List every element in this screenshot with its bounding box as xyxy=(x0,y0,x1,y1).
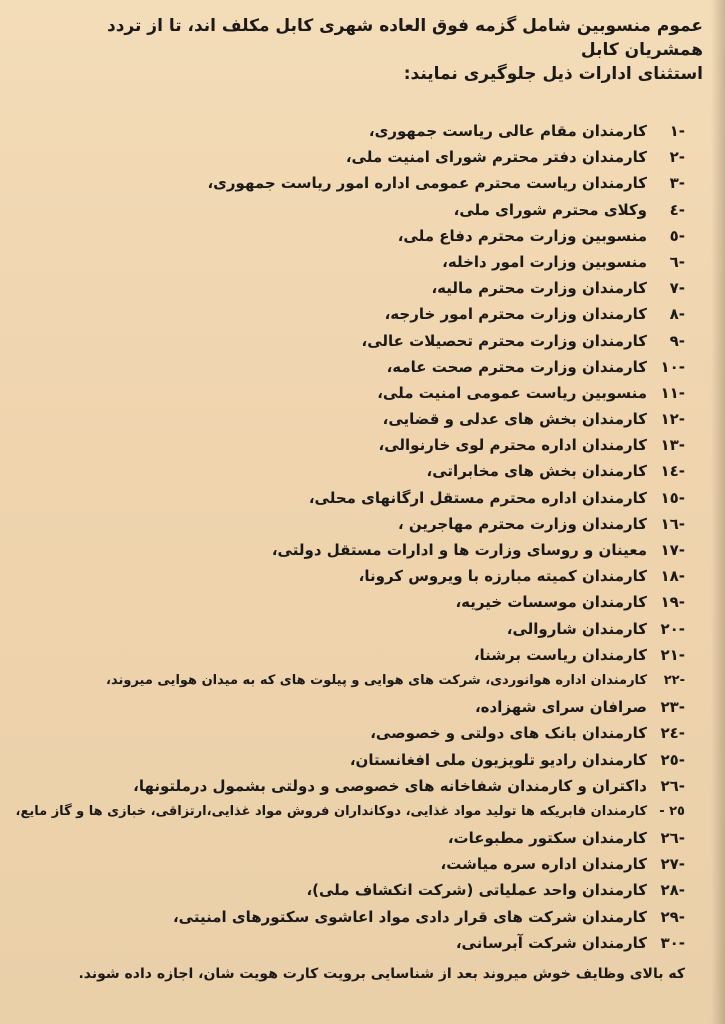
list-item-text: منسوبین وزارت امور داخله، xyxy=(442,252,647,271)
list-item-text: کارمندان واحد عملیاتی (شرکت انکشاف ملی)، xyxy=(306,881,647,900)
list-item-number: -١٠ xyxy=(660,357,685,376)
list-item-text: کارمندان شاروالی، xyxy=(506,619,647,638)
list-item-text: کارمندان وزارت محترم تحصیلات عالی، xyxy=(361,331,647,350)
list-item xyxy=(25,485,685,511)
list-item-text: کارمندان کمیته مبارزه با ویروس کرونا، xyxy=(358,567,647,586)
list-item-text: کارمندان بانک های دولتی و خصوصی، xyxy=(370,724,647,743)
list-item-text: کارمندان بخش های مخابراتی، xyxy=(426,462,647,481)
list-item xyxy=(25,275,685,301)
list-item xyxy=(25,773,685,799)
list-item xyxy=(25,223,685,249)
list-item xyxy=(15,799,685,825)
list-item xyxy=(25,197,685,223)
list-item-text: کارمندان اداره محترم مستقل ارگانهای محلی، xyxy=(308,488,647,507)
list-item-number: -١٢ xyxy=(660,410,685,429)
list-item-number: -٦ xyxy=(669,252,685,271)
list-item xyxy=(25,432,685,458)
list-item xyxy=(25,354,685,380)
list-item-text: کارمندان اداره سره میاشت، xyxy=(440,855,647,874)
list-item-number: -٢٩ xyxy=(660,907,685,926)
list-item-number: -١٨ xyxy=(660,567,685,586)
list-item-number: -٢ xyxy=(669,148,685,167)
list-item-number: -٢٦ xyxy=(660,776,685,795)
list-item xyxy=(25,458,685,484)
list-item-text: کارمندان دفتر محترم شورای امنیت ملی، xyxy=(345,148,647,167)
header-line-1: عموم منسوبین شامل گزمه فوق العاده شهری کابل مکلف اند، تا از تردد همشریان کابل xyxy=(106,16,703,60)
list-item-number: ٢٥ - xyxy=(659,803,685,819)
list-item-number: -٢١ xyxy=(660,645,685,664)
list-item xyxy=(25,589,685,615)
list-item xyxy=(25,249,685,275)
list-item-number: -١٣ xyxy=(660,436,685,455)
list-item-number: -٣ xyxy=(669,174,685,193)
document-header xyxy=(23,14,703,86)
list-item-number: -٩ xyxy=(669,331,685,350)
list-item xyxy=(25,851,685,877)
list-item xyxy=(25,668,685,694)
list-item-number: -٢٧ xyxy=(660,855,685,874)
list-item-number: -٢٨ xyxy=(660,881,685,900)
list-item xyxy=(25,694,685,720)
list-item-text: کارمندان موسسات خیریه، xyxy=(455,593,647,612)
list-item-text: کارمندان شرکت های قرار دادی مواد اعاشوی سکتورهای امنیتی، xyxy=(172,907,647,926)
list-item xyxy=(25,930,685,956)
list-item-number: -١ xyxy=(669,122,685,140)
list-item xyxy=(25,904,685,930)
list-item-text: کارمندان وزارت محترم صحت عامه، xyxy=(386,357,647,376)
list-item xyxy=(25,144,685,170)
list-item-text: کارمندان ریاست محترم عمومی اداره امور ریاست جمهوری، xyxy=(207,174,647,193)
list-item-number: -٢٣ xyxy=(660,698,685,717)
list-item-text: معینان و روسای وزارت ها و ادارات مستقل دولتی، xyxy=(271,541,647,559)
list-item xyxy=(25,563,685,589)
list-item-text: کارمندان وزارت محترم مهاجرین ، xyxy=(397,514,647,533)
list-item xyxy=(25,301,685,327)
list-item-number: -٨ xyxy=(669,305,685,324)
list-item-text: وکلای محترم شورای ملی، xyxy=(453,200,647,219)
list-item xyxy=(25,642,685,668)
list-item-number: -٢٢ xyxy=(663,672,685,688)
list-item-number: -٢٤ xyxy=(660,724,685,743)
list-item-text: کارمندان وزارت محترم مالیه، xyxy=(431,279,647,298)
list-item-text: کارمندان ریاست برشنا، xyxy=(473,645,647,664)
list-item xyxy=(25,537,685,563)
list-item xyxy=(25,616,685,642)
list-item-number: -١٧ xyxy=(660,541,685,559)
list-item xyxy=(25,170,685,196)
header-line-2: استثنای ادارات ذیل جلوگیری نمایند: xyxy=(403,64,703,84)
list-item-number: -٢٦ xyxy=(660,829,685,848)
list-item-text: کارمندان بخش های عدلی و قضایی، xyxy=(382,410,647,429)
list-item-text: منسوبین ریاست عمومی امنیت ملی، xyxy=(377,383,647,402)
list-item xyxy=(25,720,685,746)
list-item-text: داکتران و کارمندان شفاخانه های خصوصی و دولتی بشمول درملتونها، xyxy=(133,776,647,795)
list-item-number: -٣٠ xyxy=(660,933,685,952)
list-item-text: کارمندان رادیو تلویزیون ملی افغانستان، xyxy=(349,750,647,769)
exemption-list xyxy=(15,118,685,956)
list-item xyxy=(25,747,685,773)
list-item-text: صرافان سرای شهزاده، xyxy=(474,698,647,717)
list-item xyxy=(25,118,685,144)
list-item-number: -١٦ xyxy=(660,514,685,533)
list-item-number: -٢٠ xyxy=(660,619,685,638)
list-item-text: کارمندان شرکت آبرسانی، xyxy=(455,933,647,952)
list-item xyxy=(25,511,685,537)
list-item-number: -٥ xyxy=(669,226,685,245)
list-item-number: -٧ xyxy=(669,279,685,298)
document-footer: که بالای وظایف خوش میروند بعد از شناسایی برویت کارت هویت شان، اجازه داده شوند. xyxy=(78,966,685,982)
list-item xyxy=(25,380,685,406)
list-item xyxy=(25,825,685,851)
list-item-text: منسوبین وزارت محترم دفاع ملی، xyxy=(397,226,647,245)
list-item-text: کارمندان وزارت محترم امور خارجه، xyxy=(384,305,647,324)
list-item-number: -٢٥ xyxy=(660,750,685,769)
list-item-text: کارمندان اداره هوانوردی، شرکت های هوایی و پیلوت های که به میدان هوایی میروند، xyxy=(106,672,647,688)
list-item-number: -٤ xyxy=(669,200,685,219)
list-item-text: کارمندان سکتور مطبوعات، xyxy=(447,829,647,848)
list-item xyxy=(25,406,685,432)
page-shadow-edge xyxy=(711,0,725,1024)
list-item xyxy=(25,877,685,903)
list-item-number: -١١ xyxy=(660,383,685,402)
list-item-text: کارمندان فابریکه ها تولید مواد غذایی، دوکانداران فروش مواد غذایی،ارتزاقی، خبازی ها و گاز مایع، xyxy=(15,803,647,819)
list-item xyxy=(25,328,685,354)
list-item-text: کارمندان مقام عالی ریاست جمهوری، xyxy=(368,122,647,140)
list-item-number: -١٤ xyxy=(660,462,685,481)
list-item-number: -١٥ xyxy=(660,488,685,507)
list-item-number: -١٩ xyxy=(660,593,685,612)
list-item-text: کارمندان اداره محترم لوی خارنوالی، xyxy=(378,436,647,455)
